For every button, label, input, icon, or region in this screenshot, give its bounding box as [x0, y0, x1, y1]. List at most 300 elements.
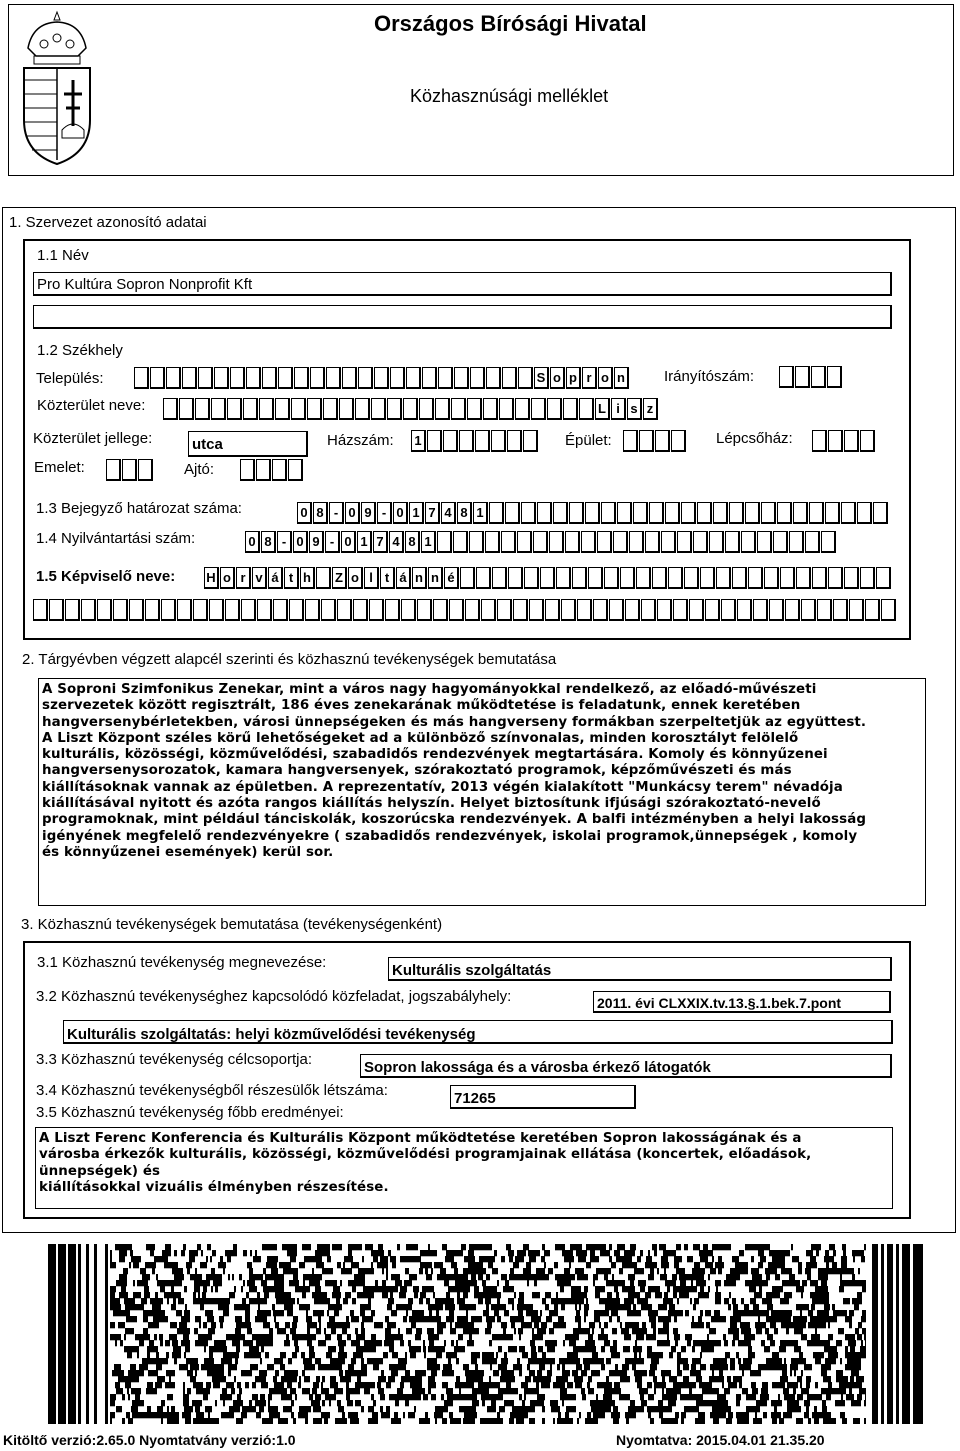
barcode-module — [147, 1412, 151, 1418]
char-cell[interactable] — [572, 567, 587, 589]
char-cell[interactable] — [645, 531, 660, 553]
char-cell[interactable] — [145, 599, 160, 621]
barcode-module — [711, 1388, 715, 1394]
char-cell[interactable] — [609, 599, 624, 621]
char-cell[interactable] — [789, 531, 804, 553]
char-cell[interactable]: 1 — [357, 531, 372, 553]
barcode-module — [772, 1256, 775, 1262]
char-cell[interactable] — [501, 531, 516, 553]
char-cell[interactable] — [844, 430, 859, 452]
target-group-field[interactable]: Sopron lakossága és a városba érkező látogatók — [360, 1054, 892, 1078]
char-cell[interactable] — [449, 599, 464, 621]
stair-cells[interactable] — [812, 430, 876, 452]
char-cell[interactable] — [657, 599, 672, 621]
house-cells[interactable] — [411, 430, 539, 452]
char-cell[interactable] — [198, 367, 213, 389]
char-cell[interactable] — [294, 367, 309, 389]
char-cell[interactable] — [505, 502, 520, 524]
char-cell[interactable] — [524, 567, 539, 589]
char-cell[interactable]: v — [252, 567, 267, 589]
char-cell[interactable]: o — [348, 567, 363, 589]
char-cell[interactable] — [497, 599, 512, 621]
char-cell[interactable] — [849, 599, 864, 621]
char-cell[interactable]: á — [268, 567, 283, 589]
char-cell[interactable] — [305, 599, 320, 621]
char-cell[interactable] — [227, 398, 242, 420]
char-cell[interactable] — [545, 599, 560, 621]
char-cell[interactable]: 8 — [457, 502, 472, 524]
char-cell[interactable] — [561, 599, 576, 621]
char-cell[interactable] — [150, 367, 165, 389]
char-cell[interactable] — [577, 599, 592, 621]
char-cell[interactable] — [492, 567, 507, 589]
char-cell[interactable]: t — [284, 567, 299, 589]
barcode-module — [612, 1298, 614, 1304]
char-cell[interactable] — [753, 599, 768, 621]
char-cell[interactable]: 0 — [341, 531, 356, 553]
char-cell[interactable] — [796, 567, 811, 589]
char-cell[interactable] — [677, 531, 692, 553]
char-cell[interactable] — [769, 599, 784, 621]
char-cell[interactable] — [214, 367, 229, 389]
char-cell[interactable] — [481, 599, 496, 621]
char-cell[interactable] — [601, 502, 616, 524]
char-cell[interactable] — [549, 531, 564, 553]
char-cell[interactable] — [725, 531, 740, 553]
char-cell[interactable] — [81, 599, 96, 621]
char-cell[interactable]: - — [329, 502, 344, 524]
char-cell[interactable] — [860, 430, 875, 452]
char-cell[interactable] — [729, 502, 744, 524]
char-cell[interactable] — [469, 531, 484, 553]
char-cell[interactable] — [427, 430, 442, 452]
char-cell[interactable] — [460, 567, 475, 589]
char-cell[interactable]: 9 — [309, 531, 324, 553]
char-cell[interactable] — [179, 398, 194, 420]
char-cell[interactable]: o — [550, 367, 565, 389]
char-cell[interactable]: o — [220, 567, 235, 589]
char-cell[interactable] — [326, 367, 341, 389]
char-cell[interactable] — [310, 367, 325, 389]
char-cell[interactable] — [106, 459, 121, 481]
char-cell[interactable] — [289, 599, 304, 621]
floor-cells[interactable] — [106, 459, 154, 481]
char-cell[interactable] — [805, 531, 820, 553]
char-cell[interactable] — [374, 367, 389, 389]
char-cell[interactable]: o — [598, 367, 613, 389]
char-cell[interactable]: 0 — [345, 502, 360, 524]
char-cell[interactable] — [636, 567, 651, 589]
char-cell[interactable] — [230, 367, 245, 389]
char-cell[interactable] — [369, 599, 384, 621]
char-cell[interactable] — [661, 531, 676, 553]
char-cell[interactable] — [272, 459, 287, 481]
char-cell[interactable] — [257, 599, 272, 621]
char-cell[interactable] — [597, 531, 612, 553]
public-task-law-field[interactable]: 2011. évi CLXXIX.tv.13.§.1.bek.7.pont — [593, 991, 891, 1013]
barcode-module — [571, 1292, 574, 1298]
char-cell[interactable] — [390, 367, 405, 389]
char-cell[interactable] — [761, 502, 776, 524]
char-cell[interactable] — [777, 502, 792, 524]
char-cell[interactable] — [689, 599, 704, 621]
char-cell[interactable]: r — [582, 367, 597, 389]
char-cell[interactable]: 1 — [409, 502, 424, 524]
char-cell[interactable] — [515, 398, 530, 420]
char-cell[interactable] — [275, 398, 290, 420]
char-cell[interactable] — [453, 531, 468, 553]
char-cell[interactable]: 0 — [293, 531, 308, 553]
char-cell[interactable]: t — [380, 567, 395, 589]
char-cell[interactable] — [454, 367, 469, 389]
char-cell[interactable] — [262, 367, 277, 389]
char-cell[interactable]: 8 — [313, 502, 328, 524]
char-cell[interactable] — [556, 567, 571, 589]
char-cell[interactable] — [828, 567, 843, 589]
char-cell[interactable] — [403, 398, 418, 420]
char-cell[interactable] — [467, 398, 482, 420]
char-cell[interactable] — [166, 367, 181, 389]
char-cell[interactable]: 1 — [411, 430, 426, 452]
char-cell[interactable] — [182, 367, 197, 389]
char-cell[interactable] — [809, 502, 824, 524]
char-cell[interactable] — [825, 502, 840, 524]
char-cell[interactable]: h — [300, 567, 315, 589]
char-cell[interactable]: á — [396, 567, 411, 589]
char-cell[interactable] — [613, 531, 628, 553]
char-cell[interactable] — [406, 367, 421, 389]
char-cell[interactable] — [507, 430, 522, 452]
char-cell[interactable]: 8 — [405, 531, 420, 553]
barcode-module — [687, 1286, 692, 1292]
char-cell[interactable] — [486, 367, 501, 389]
char-cell[interactable] — [259, 398, 274, 420]
char-cell[interactable]: H — [204, 567, 219, 589]
char-cell[interactable] — [732, 567, 747, 589]
barcode-module — [638, 1268, 641, 1274]
char-cell[interactable] — [422, 367, 437, 389]
char-cell[interactable] — [569, 502, 584, 524]
char-cell[interactable] — [246, 367, 261, 389]
char-cell[interactable] — [620, 567, 635, 589]
beneficiaries-field[interactable]: 71265 — [450, 1085, 636, 1109]
char-cell[interactable] — [337, 599, 352, 621]
char-cell[interactable] — [401, 599, 416, 621]
barcode-module — [753, 1370, 759, 1376]
char-cell[interactable] — [540, 567, 555, 589]
barcode-module — [357, 1340, 360, 1346]
door-cells[interactable] — [240, 459, 304, 481]
char-cell[interactable]: 8 — [261, 531, 276, 553]
char-cell[interactable] — [741, 531, 756, 553]
char-cell[interactable]: - — [277, 531, 292, 553]
char-cell[interactable] — [801, 599, 816, 621]
building-cells[interactable] — [623, 430, 687, 452]
char-cell[interactable] — [844, 567, 859, 589]
char-cell[interactable] — [499, 398, 514, 420]
char-cell[interactable]: n — [412, 567, 427, 589]
char-cell[interactable] — [811, 366, 826, 388]
char-cell[interactable] — [817, 599, 832, 621]
char-cell[interactable] — [241, 599, 256, 621]
char-cell[interactable] — [437, 531, 452, 553]
zip-cells[interactable] — [779, 366, 843, 388]
char-cell[interactable] — [649, 502, 664, 524]
char-cell[interactable] — [307, 398, 322, 420]
char-cell[interactable]: S — [534, 367, 549, 389]
char-cell[interactable] — [693, 531, 708, 553]
char-cell[interactable] — [828, 430, 843, 452]
char-cell[interactable] — [316, 567, 331, 589]
char-cell[interactable] — [288, 459, 303, 481]
barcode-module — [584, 1304, 589, 1310]
char-cell[interactable] — [625, 599, 640, 621]
char-cell[interactable] — [841, 502, 856, 524]
char-cell[interactable] — [138, 459, 153, 481]
barcode-module — [477, 1262, 483, 1268]
char-cell[interactable] — [371, 398, 386, 420]
char-cell[interactable] — [419, 398, 434, 420]
char-cell[interactable] — [485, 531, 500, 553]
char-cell[interactable] — [639, 430, 654, 452]
char-cell[interactable] — [581, 531, 596, 553]
char-cell[interactable] — [641, 599, 656, 621]
char-cell[interactable] — [256, 459, 271, 481]
name-field-2[interactable] — [33, 305, 892, 329]
char-cell[interactable] — [593, 599, 608, 621]
char-cell[interactable] — [865, 599, 880, 621]
char-cell[interactable] — [518, 367, 533, 389]
char-cell[interactable] — [780, 567, 795, 589]
char-cell[interactable]: 1 — [421, 531, 436, 553]
char-cell[interactable] — [873, 502, 888, 524]
char-cell[interactable]: r — [236, 567, 251, 589]
char-cell[interactable] — [321, 599, 336, 621]
char-cell[interactable] — [476, 567, 491, 589]
char-cell[interactable] — [438, 367, 453, 389]
name-field[interactable]: Pro Kultúra Sopron Nonprofit Kft — [33, 272, 892, 296]
char-cell[interactable]: 4 — [441, 502, 456, 524]
char-cell[interactable] — [764, 567, 779, 589]
char-cell[interactable] — [681, 502, 696, 524]
char-cell[interactable]: 4 — [389, 531, 404, 553]
char-cell[interactable] — [604, 567, 619, 589]
char-cell[interactable] — [353, 599, 368, 621]
char-cell[interactable] — [579, 398, 594, 420]
char-cell[interactable] — [793, 502, 808, 524]
street-cells[interactable] — [163, 398, 659, 420]
barcode-module — [504, 1310, 507, 1316]
char-cell[interactable]: p — [566, 367, 581, 389]
char-cell[interactable]: z — [643, 398, 658, 420]
char-cell[interactable] — [795, 366, 810, 388]
char-cell[interactable] — [513, 599, 528, 621]
char-cell[interactable] — [465, 599, 480, 621]
char-cell[interactable] — [737, 599, 752, 621]
char-cell[interactable] — [491, 430, 506, 452]
char-cell[interactable] — [211, 398, 226, 420]
char-cell[interactable] — [483, 398, 498, 420]
char-cell[interactable]: 0 — [245, 531, 260, 553]
reg-decision-cells[interactable] — [297, 502, 889, 524]
char-cell[interactable] — [451, 398, 466, 420]
char-cell[interactable]: s — [627, 398, 642, 420]
char-cell[interactable] — [385, 599, 400, 621]
char-cell[interactable] — [475, 430, 490, 452]
barcode-module — [119, 1256, 123, 1262]
char-cell[interactable] — [779, 366, 794, 388]
char-cell[interactable] — [713, 502, 728, 524]
char-cell[interactable] — [773, 531, 788, 553]
char-cell[interactable]: 0 — [393, 502, 408, 524]
char-cell[interactable] — [529, 599, 544, 621]
char-cell[interactable] — [531, 398, 546, 420]
char-cell[interactable]: 1 — [473, 502, 488, 524]
barcode-module — [579, 1304, 581, 1310]
char-cell[interactable] — [517, 531, 532, 553]
barcode-module — [368, 1268, 374, 1274]
settlement-cells[interactable] — [134, 367, 630, 389]
barcode-module — [437, 1364, 440, 1370]
char-cell[interactable] — [881, 599, 896, 621]
char-cell[interactable] — [700, 567, 715, 589]
char-cell[interactable]: 7 — [373, 531, 388, 553]
char-cell[interactable] — [459, 430, 474, 452]
char-cell[interactable] — [417, 599, 432, 621]
char-cell[interactable] — [547, 398, 562, 420]
activity-name-field[interactable]: Kulturális szolgáltatás — [388, 957, 892, 981]
char-cell[interactable] — [537, 502, 552, 524]
char-cell[interactable] — [435, 398, 450, 420]
char-cell[interactable] — [161, 599, 176, 621]
char-cell[interactable] — [342, 367, 357, 389]
barcode-module — [465, 1370, 471, 1376]
char-cell[interactable] — [684, 567, 699, 589]
char-cell[interactable] — [502, 367, 517, 389]
char-cell[interactable] — [134, 367, 149, 389]
char-cell[interactable] — [553, 502, 568, 524]
char-cell[interactable] — [113, 599, 128, 621]
barcode-module — [782, 1310, 786, 1316]
barcode-module — [147, 1352, 150, 1358]
char-cell[interactable] — [65, 599, 80, 621]
char-cell[interactable] — [629, 531, 644, 553]
char-cell[interactable] — [585, 502, 600, 524]
char-cell[interactable] — [876, 567, 891, 589]
rep-cells[interactable] — [204, 567, 892, 589]
char-cell[interactable]: l — [364, 567, 379, 589]
char-cell[interactable] — [745, 502, 760, 524]
char-cell[interactable]: n — [614, 367, 629, 389]
char-cell[interactable] — [860, 567, 875, 589]
char-cell[interactable] — [633, 502, 648, 524]
char-cell[interactable] — [193, 599, 208, 621]
char-cell[interactable] — [521, 502, 536, 524]
char-cell[interactable] — [129, 599, 144, 621]
char-cell[interactable] — [97, 599, 112, 621]
char-cell[interactable] — [623, 430, 638, 452]
char-cell[interactable] — [665, 502, 680, 524]
char-cell[interactable]: L — [595, 398, 610, 420]
char-cell[interactable] — [508, 567, 523, 589]
char-cell[interactable] — [785, 599, 800, 621]
char-cell[interactable] — [291, 398, 306, 420]
char-cell[interactable] — [668, 567, 683, 589]
char-cell[interactable]: 0 — [297, 502, 312, 524]
rep-cells-row2[interactable] — [33, 599, 897, 621]
char-cell[interactable] — [812, 430, 827, 452]
street-type-field[interactable]: utca — [188, 431, 308, 457]
char-cell[interactable] — [709, 531, 724, 553]
char-cell[interactable]: - — [325, 531, 340, 553]
char-cell[interactable] — [812, 567, 827, 589]
public-task-field[interactable]: Kulturális szolgáltatás: helyi közművelődési tevékenység — [63, 1020, 893, 1044]
char-cell[interactable]: é — [444, 567, 459, 589]
char-cell[interactable] — [49, 599, 64, 621]
char-cell[interactable] — [33, 599, 48, 621]
char-cell[interactable] — [821, 531, 836, 553]
char-cell[interactable] — [358, 367, 373, 389]
char-cell[interactable] — [671, 430, 686, 452]
char-cell[interactable] — [355, 398, 370, 420]
char-cell[interactable]: i — [611, 398, 626, 420]
char-cell[interactable]: Z — [332, 567, 347, 589]
char-cell[interactable] — [339, 398, 354, 420]
char-cell[interactable] — [273, 599, 288, 621]
char-cell[interactable] — [278, 367, 293, 389]
char-cell[interactable] — [705, 599, 720, 621]
char-cell[interactable] — [177, 599, 192, 621]
char-cell[interactable]: 7 — [425, 502, 440, 524]
char-cell[interactable] — [163, 398, 178, 420]
char-cell[interactable]: 9 — [361, 502, 376, 524]
char-cell[interactable] — [697, 502, 712, 524]
char-cell[interactable]: - — [377, 502, 392, 524]
reg-number-cells[interactable] — [245, 531, 837, 553]
char-cell[interactable] — [443, 430, 458, 452]
char-cell[interactable] — [565, 531, 580, 553]
char-cell[interactable] — [195, 398, 210, 420]
char-cell[interactable]: n — [428, 567, 443, 589]
char-cell[interactable] — [433, 599, 448, 621]
char-cell[interactable] — [523, 430, 538, 452]
char-cell[interactable] — [827, 366, 842, 388]
char-cell[interactable] — [833, 599, 848, 621]
char-cell[interactable] — [617, 502, 632, 524]
char-cell[interactable] — [652, 567, 667, 589]
char-cell[interactable] — [470, 367, 485, 389]
char-cell[interactable] — [655, 430, 670, 452]
char-cell[interactable] — [225, 599, 240, 621]
char-cell[interactable] — [757, 531, 772, 553]
char-cell[interactable] — [243, 398, 258, 420]
char-cell[interactable] — [588, 567, 603, 589]
char-cell[interactable] — [721, 599, 736, 621]
char-cell[interactable] — [748, 567, 763, 589]
char-cell[interactable] — [387, 398, 402, 420]
char-cell[interactable] — [323, 398, 338, 420]
char-cell[interactable] — [209, 599, 224, 621]
char-cell[interactable] — [240, 459, 255, 481]
char-cell[interactable] — [563, 398, 578, 420]
char-cell[interactable] — [533, 531, 548, 553]
char-cell[interactable] — [122, 459, 137, 481]
char-cell[interactable] — [857, 502, 872, 524]
barcode-module — [113, 1310, 119, 1316]
char-cell[interactable] — [673, 599, 688, 621]
char-cell[interactable] — [716, 567, 731, 589]
char-cell[interactable] — [489, 502, 504, 524]
